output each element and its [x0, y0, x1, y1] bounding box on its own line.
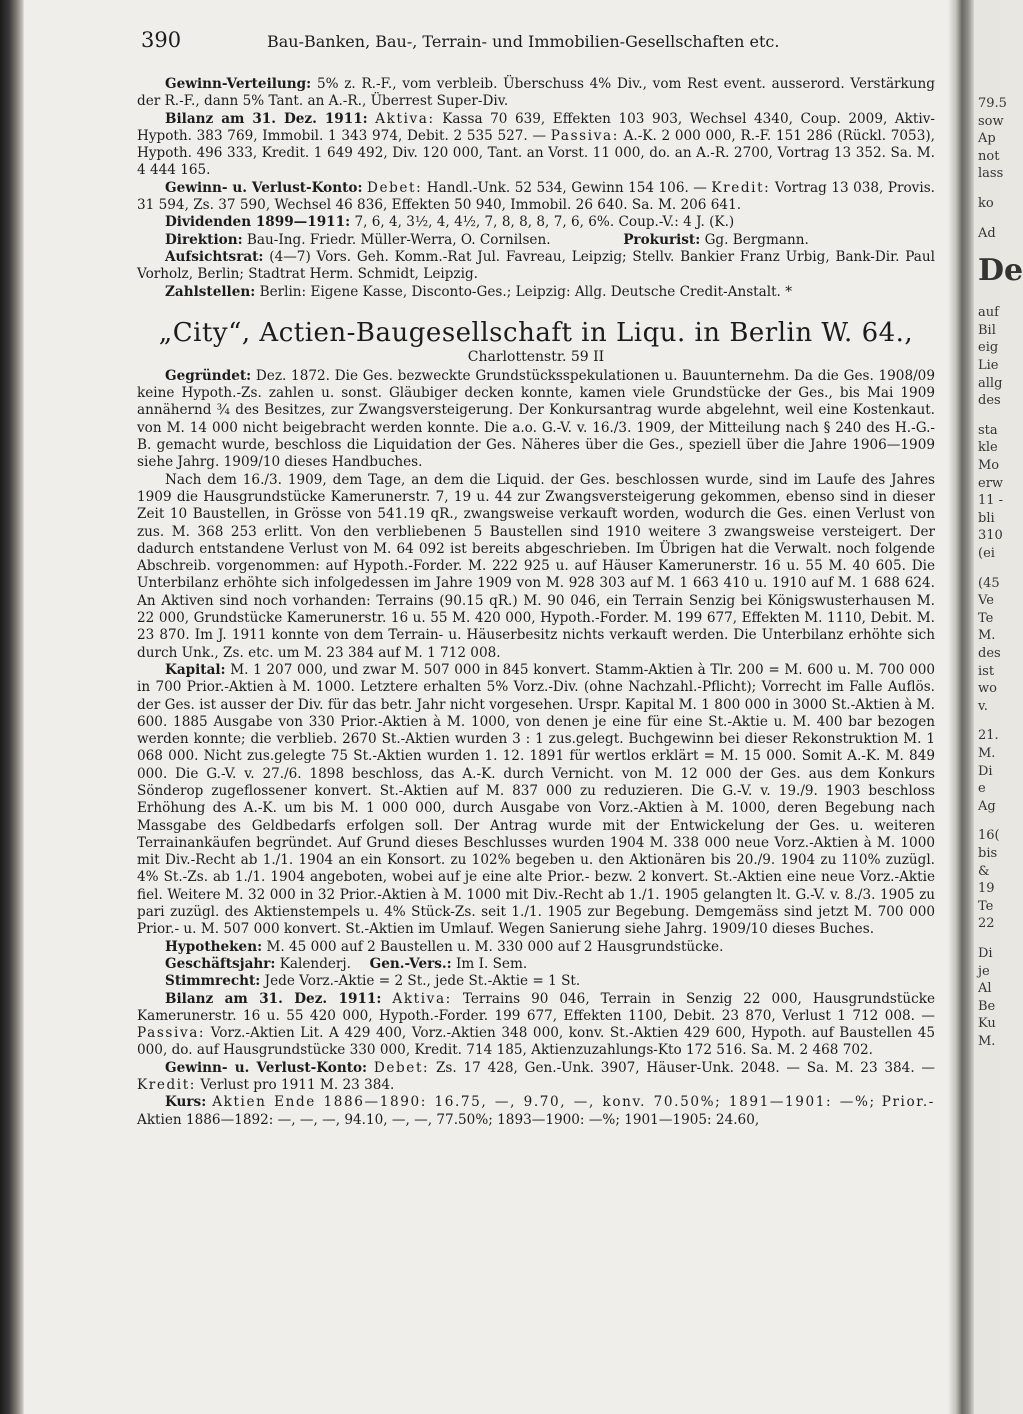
neighbor-line-fragment: bli: [978, 510, 995, 526]
neighbor-line-fragment: 22: [978, 916, 995, 932]
zahlstellen: Zahlstellen: Berlin: Eigene Kasse, Disconto-Ges.; Leipzig: Allg. Deutsche Credit-Anstalt. *: [165, 283, 792, 300]
neighbor-line-fragment: Be: [978, 998, 996, 1014]
hypotheken: Hypotheken: M. 45 000 auf 2 Baustellen u. M. 330 000 auf 2 Hausgrundstücke.: [165, 938, 724, 955]
neighbor-line-fragment: Bil: [978, 322, 996, 338]
neighbor-line-fragment: Ad: [978, 225, 996, 241]
neighbor-line-fragment: (45: [978, 575, 1000, 591]
bilanz-1911: Bilanz am 31. Dez. 1911: Aktiva: Kassa 70 639, Effekten 103 903, Wechsel 4340, Coup. 2009, Aktiv-Hypoth. 383 769, Immobil. 1 343 974, Debit. 2 535 527. — Passiva: A.-K. 2 000 000, R.-F. 151 286 (Rückl. 7053), Hypoth. 496 333, Kredit. 1 649 492, Div. 120 000, Tant. an Vorst. 11 000, do. an A.-R. 2700, Vortrag 13 352. Sa. M. 4 444 165.: [137, 110, 935, 179]
neighbor-page-edge: [974, 0, 1023, 1414]
geschaeftsjahr: Geschäftsjahr: Kalenderj. Gen.-Vers.: Im I. Sem.: [165, 955, 528, 972]
neighbor-line-fragment: 19: [978, 881, 995, 897]
book-binding-shadow: [0, 0, 24, 1414]
neighbor-line-fragment: M.: [978, 1034, 996, 1049]
neighbor-line-fragment: 21.: [978, 728, 999, 744]
neighbor-line-fragment: Ku: [978, 1016, 996, 1032]
neighbor-line-fragment: M.: [978, 628, 996, 644]
neighbor-line-fragment: 16(: [978, 828, 1000, 844]
neighbor-line-fragment: Te: [978, 898, 994, 914]
running-title: Bau-Banken, Bau-, Terrain- und Immobilien-Gesellschaften etc.: [267, 32, 780, 51]
gewinn-verlust-konto-city: Gewinn- u. Verlust-Konto: Debet: Zs. 17 428, Gen.-Unk. 3907, Häuser-Unk. 2048. — Sa. M. 23 384. — Kredit: Verlust pro 1911 M. 23 384.: [137, 1059, 936, 1094]
neighbor-line-fragment: eig: [978, 340, 999, 356]
page-gutter-shadow: [948, 0, 974, 1414]
neighbor-line-fragment: des: [978, 393, 1001, 409]
neighbor-line-fragment: erw: [978, 475, 1004, 491]
neighbor-line-fragment: Lie: [978, 358, 999, 373]
neighbor-line-fragment: (ei: [978, 546, 995, 561]
stimmrecht: Stimmrecht: Jede Vorz.-Aktie = 2 St., jede St.-Aktie = 1 St.: [165, 973, 581, 990]
company-title: „City“, Actien-Baugesellschaft in Liqu. in Berlin W. 64.,: [158, 317, 914, 348]
neighbor-line-fragment: ko: [978, 196, 994, 211]
neighbor-line-fragment: Mo: [978, 458, 1000, 473]
neighbor-line-fragment: lass: [978, 166, 1004, 182]
neighbor-line-fragment: &: [978, 863, 990, 879]
neighbor-line-fragment: je: [978, 963, 990, 979]
kapital: Kapital: M. 1 207 000, und zwar M. 507 000 in 845 konvert. Stamm-Aktien à Tlr. 200 = M. 600 u. M. 700 000 in 700 Prior.-Aktien à M. 1000. Letztere erhalten 5% Vorz.-Div. (ohne Nachzahl.-Pflicht); Vorrecht im Falle Auflös. der Ges. ist ausser der Div. für das betr. Jahr nicht vorgesehen. Urspr. Kapital M. 1 800 000 in 3000 St.-Aktien à M. 600. 1885 Ausgabe von 330 Prior.-Aktien à M. 1000, von denen je eine für eine St.-Aktie u. M. 400 bar bezogen werden konnte; die verblieb. 2670 St.-Aktien wurden 3 : 1 zus.gelegt. Buchgewinn bei dieser Rekonstruktion M. 1 068 000. Nicht zus.gelegte 75 St.-Aktien wurden 1. 12. 1891 für wertlos erklärt = M. 15 000. Somit A.-K. M. 849 000. Die G.-V. v. 27./6. 1898 beschloss, das A.-K. durch Vernicht. von M. 12 000 der Ges. aus dem Konkurs Sönderop zugeflossener konvert. St.-Aktien auf M. 837 000 zu reduzieren. Die G.-V. v. 19./9. 1903 beschloss Erhöhung des A.-K. um bis M. 1 000 000, durch Ausgabe von Vorz.-Aktien à M. 1000, deren Begebung nach Massgabe des Geldbedarfs erfolgen soll. Der Antrag wurde mit der Entwickelung der Ges. u. weiteren Terrainankäufen begründet. Auf Grund dieses Beschlusses wurden 1904 M. 338 000 neue Vorz.-Aktien à M. 1000 mit Div.-Recht ab 1./1. 1904 an ein Konsort. zu 102% begeben u. den Aktionären bis 20./9. 1904 zu 110% zuzügl. 4% St.-Zs. ab 1./1. 1904 angeboten, wobei auf je eine alte Prior.- bezw. 2 konvert. St.-Aktien eine neue Vorz.-Aktie fiel. Weitere M. 32 000 in 32 Prior.-Aktien à M. 1000 mit Div.-Recht ab 1./1. 1905 gelangten lt. G.-V. v. 8./3. 1905 zu pari zuzügl. des Aktienstempels u. 4% Stück-Zs. seit 1./1. 1905 zur Begebung. Demgemäss sind jetzt M. 700 000 Prior.- u. M. 507 000 konvert. St.-Aktien im Umlauf. Wegen Sanierung siehe Jahrg. 1909/10 dieses Buches.: [137, 661, 935, 938]
neighbor-line-fragment: ist: [978, 663, 995, 679]
page-header: [141, 28, 941, 58]
bilanz-city-1911: Bilanz am 31. Dez. 1911: Aktiva: Terrains 90 046, Terrain in Senzig 22 000, Hausgrundstücke Kamerunerstr. 16 u. 55 420 000, Hypoth.-Forder. 199 677, Effekten 1100, Debit. 23 870, Verlust 1 712 008. — Passiva: Vorz.-Aktien Lit. A 429 400, Vorz.-Aktien 348 000, konv. St.-Aktien 429 600, Hypoth. auf Baustellen 45 000, do. auf Hausgrundstücke 330 000, Kredit. 714 185, Aktienzuzahlungs-Kto 172 516. Sa. M. 2 468 702.: [137, 990, 936, 1059]
page-number: 390: [141, 28, 182, 52]
neighbor-line-fragment: Ve: [978, 593, 994, 609]
neighbor-line-fragment: Te: [978, 610, 994, 626]
gewinn-verlust-konto: Gewinn- u. Verlust-Konto: Debet: Handl.-Unk. 52 534, Gewinn 154 106. — Kredit: Vortrag 13 038, Provis. 31 594, Zs. 37 590, Wechsel 46 836, Effekten 50 940, Immobil. 26 640. Sa. M. 206 641.: [137, 179, 935, 214]
neighbor-line-fragment: Al: [978, 981, 992, 997]
neighbor-line-fragment: allg: [978, 375, 1003, 391]
neighbor-line-fragment: not: [978, 148, 1000, 164]
neighbor-line-fragment: des: [978, 646, 1001, 661]
page-body: [137, 76, 935, 1129]
liquidation-details: Nach dem 16./3. 1909, dem Tage, an dem die Liquid. der Ges. beschlossen wurde, sind im Laufe des Jahres 1909 die Hausgrundstücke Kamerunerstr. 7, 19 u. 44 zur Zwangsversteigerung gekommen, ebenso sind in dieser Zeit 10 Baustellen, in Grösse von 541.19 qR., zwangsweise verkauft worden, wodurch die Ges. einen Verlust von zus. M. 368 253 erlitt. Von den verbliebenen 5 Baustellen sind 1910 weitere 3 zwangsweise versteigert. Der dadurch entstandene Verlust von M. 64 092 ist bereits abgeschrieben. Im Übrigen hat die Verwalt. noch folgende Abschreib. vorgenommen: auf Hypoth.-Forder. M. 222 925 u. auf Häuser Kamerunerstr. 16 u. 55 M. 40 605. Die Unterbilanz erhöhte sich infolgedessen im Jahre 1909 von M. 928 303 auf M. 1 663 410 u. 1910 auf M. 1 688 624. An Aktiven sind noch vorhanden: Terrains (90.15 qR.) M. 90 046, ein Terrain Senzig bei Königswusterhausen M. 22 000, Grundstücke Kamerunerstr. 16 u. 55 M. 420 000, Hypoth.-Forder. M. 199 677, Effekten M. 1110, Debit. M. 23 870. Im J. 1911 konnte von dem Terrain- u. Häuserbesitz nichts verkauft werden. Die Unterbilanz erhöhte sich durch Unk., Zs. etc. um M. 23 384 auf M. 1 712 008.: [137, 471, 935, 661]
direktion: Direktion: Bau-Ing. Friedr. Müller-Werra, O. Cornilsen. Prokurist: Gg. Bergmann.: [165, 231, 809, 248]
kurs: Kurs: Aktien Ende 1886—1890: 16.75, —, 9.70, —, konv. 70.50%; 1891—1901: —%; Prior.- Aktien 1886—1892: —, —, —, 94.10, —, —, 77.50%; 1893—1900: —%; 1901—1905: 24.60,: [137, 1094, 935, 1128]
dividenden: Dividenden 1899—1911: 7, 6, 4, 3½, 4, 4½, 7, 8, 8, 8, 7, 6, 6%. Coup.-V.: 4 J. (K.): [165, 214, 735, 231]
neighbor-line-fragment: 310: [978, 528, 1003, 544]
neighbor-line-fragment: 79.5: [978, 96, 1007, 111]
neighbor-line-fragment: 11 -: [978, 493, 1004, 509]
gegruendet: Gegründet: Dez. 1872. Die Ges. bezweckte Grundstücksspekulationen u. Bauunternehm. Da die Ges. 1908/09 keine Hypoth.-Zs. zahlen u. sonst. Gläubiger decken konnte, kamen viele Grundstücke der Ges., bis Mai 1909 annähernd ¾ des Besitzes, zur Zwangsversteigerung. Der Konkursantrag wurde abgelehnt, weil eine Kostenkaut. von M. 14 000 nicht beigebracht werden konnte. Die a.o. G.-V. v. 16./3. 1909, der Mitteilung nach § 240 des H.-G.-B. gemacht wurde, beschloss die Liquidation der Ges. Näheres über die Ges., speziell über die Jahre 1906—1909 siehe Jahrg. 1909/10 dieses Handbuches.: [137, 367, 935, 471]
neighbor-line-fragment: Di: [978, 946, 993, 961]
neighbor-line-fragment: bis: [978, 846, 998, 861]
neighbor-line-fragment: Di: [978, 763, 993, 779]
neighbor-line-fragment: wo: [978, 681, 997, 697]
neighbor-line-fragment: M.: [978, 746, 996, 761]
neighbor-line-fragment: v.: [978, 698, 988, 714]
neighbor-line-fragment: Ag: [978, 798, 996, 814]
neighbor-line-fragment: Ap: [978, 131, 996, 147]
neighbor-line-fragment: auf: [978, 305, 999, 321]
gewinn-verteilung: Gewinn-Verteilung: 5% z. R.-F., vom verbleib. Überschuss 4% Div., vom Rest event. ausserord. Verstärkung der R.-F., dann 5% Tant. an A.-R., Überrest Super-Div.: [137, 76, 935, 110]
neighbor-line-fragment: De: [978, 253, 1023, 289]
neighbor-line-fragment: kle: [978, 440, 998, 456]
neighbor-line-fragment: e: [978, 781, 986, 797]
aufsichtsrat: Aufsichtsrat: (4—7) Vors. Geh. Komm.-Rat Jul. Favreau, Leipzig; Stellv. Bankier Franz Urbig, Bank-Dir. Paul Vorholz, Berlin; Stadtrat Herm. Schmidt, Leipzig.: [137, 248, 935, 283]
neighbor-line-fragment: sow: [978, 113, 1004, 129]
company-address: Charlottenstr. 59 II: [467, 348, 605, 365]
neighbor-line-fragment: sta: [978, 422, 998, 438]
